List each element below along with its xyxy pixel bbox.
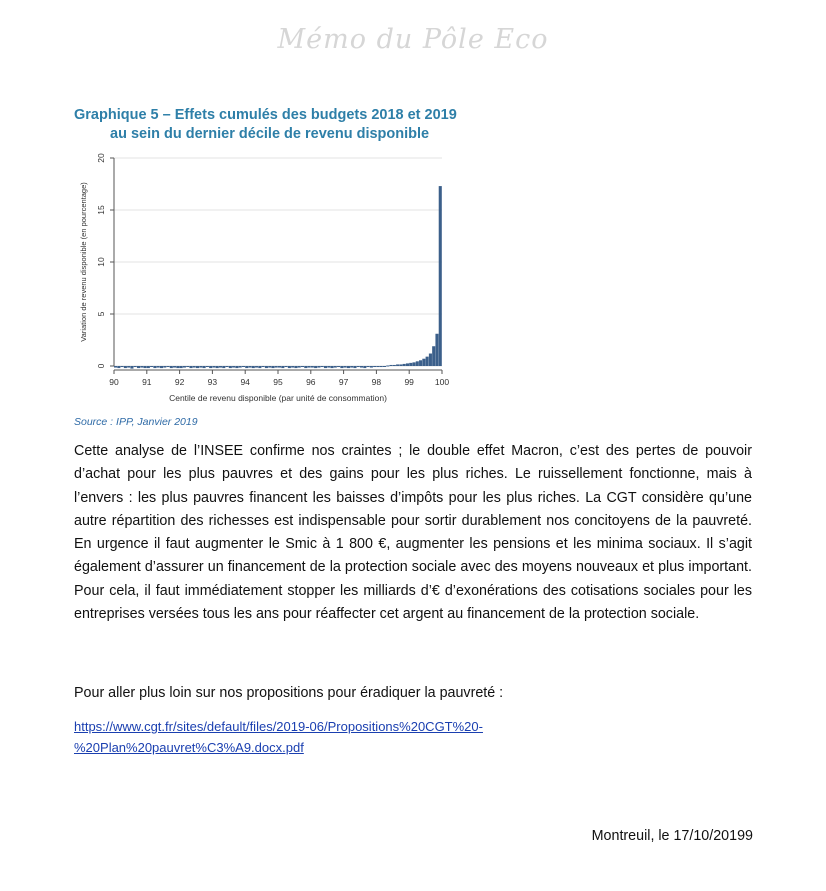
bar [226, 366, 229, 367]
bar [170, 366, 173, 368]
bar [203, 366, 206, 368]
bar [327, 366, 330, 368]
bar [114, 366, 117, 368]
x-tick-label: 95 [273, 377, 283, 387]
bar [235, 366, 238, 368]
bar [390, 365, 393, 366]
bar [429, 354, 432, 366]
bar [412, 362, 415, 366]
bar [117, 366, 120, 368]
bar [193, 366, 196, 368]
bar [317, 366, 320, 368]
bar [386, 365, 389, 366]
bar [144, 366, 147, 368]
bar [344, 366, 347, 368]
bar [229, 366, 232, 368]
bar [222, 366, 225, 368]
bar [268, 366, 271, 368]
bar [308, 366, 311, 368]
x-tick-label: 91 [142, 377, 152, 387]
y-tick-label: 15 [96, 205, 106, 215]
chart-title [74, 106, 464, 144]
bar [271, 366, 274, 368]
bar [370, 366, 373, 368]
bar [242, 366, 245, 367]
bar [298, 366, 301, 368]
bar [432, 346, 435, 366]
bar [373, 366, 376, 367]
bar [396, 364, 399, 366]
bar [176, 366, 179, 368]
bar [399, 364, 402, 366]
bar [403, 364, 406, 366]
bar [216, 366, 219, 368]
bar [173, 366, 176, 368]
bar [121, 366, 124, 367]
bar [422, 359, 425, 366]
bar [160, 366, 163, 368]
link-line-2[interactable]: %20Plan%20pauvret%C3%A9.docx.pdf [74, 740, 304, 755]
y-tick-label: 10 [96, 257, 106, 267]
bar [137, 366, 140, 368]
bar [281, 366, 284, 368]
chart-title-line-1: Graphique 5 – Effets cumulés des budgets 2018 et 2019 [74, 107, 457, 123]
bar [363, 366, 366, 368]
bar [376, 366, 379, 367]
bar [435, 334, 438, 366]
bar [265, 366, 268, 368]
bar [262, 366, 265, 367]
bar [439, 186, 442, 366]
x-tick-label: 90 [109, 377, 119, 387]
chart-title-line-2: au sein du dernier décile de revenu disponible [110, 126, 430, 142]
further-reading-text: Pour aller plus loin sur nos propositions pour éradiquer la pauvreté : [74, 685, 504, 701]
bar [330, 366, 333, 368]
bar [304, 366, 307, 368]
x-tick-label: 93 [207, 377, 218, 387]
bar [393, 365, 396, 366]
bar [239, 366, 242, 368]
bar [406, 363, 409, 366]
bar [212, 366, 215, 368]
bar [157, 366, 160, 368]
link-line-1[interactable]: https://www.cgt.fr/sites/default/files/2019-06/Propositions%20CGT%20- [74, 719, 483, 734]
bar [288, 366, 291, 368]
bar [285, 366, 288, 367]
bar [360, 366, 363, 368]
bar [278, 366, 281, 368]
bar [150, 366, 153, 367]
bar-chart [74, 148, 454, 410]
bar [275, 366, 278, 368]
x-tick-label: 98 [371, 377, 382, 387]
bar [340, 366, 343, 368]
bar [383, 366, 386, 367]
bar [324, 366, 327, 368]
bar [196, 366, 199, 368]
bar [367, 366, 370, 367]
bar [130, 366, 133, 369]
bar [357, 366, 360, 367]
bar [426, 357, 429, 366]
body-paragraph: Cette analyse de l’INSEE confirme nos craintes ; le double effet Macron, c’est des pertes de pouvoir d’achat pour les plus pauvres et des gains pour les plus riches. Le ruissellement fonctionne, mais à l’envers : les plus pauvres financent les baisses d’impôts pour les plus riches. La CGT considère qu’une autre répartition des richesses est indispensable pour sortir durablement nos concitoyens de la pauvreté. En urgence il faut augmenter le Smic à 1 800 €, augmenter les pensions et les minima sociaux. Il s’agit également d’assurer un financement de la protection sociale avec des moyens nouveaux et plus important. Pour cela, il faut immédiatement stopper les milliards d’€ d’exonérations des cotisations sociales pour les entreprises versées tous les ans pour réaffecter cet argent au financement de la protection sociale. [74, 443, 752, 623]
bar [416, 361, 419, 366]
bar [255, 366, 258, 368]
bar [409, 363, 412, 366]
x-tick-label: 92 [174, 377, 185, 387]
bar [134, 366, 137, 367]
bar [199, 366, 202, 368]
bar [252, 366, 255, 368]
bar [353, 366, 356, 368]
bar [124, 366, 127, 368]
bar [337, 366, 340, 367]
bar [258, 366, 261, 368]
bar [380, 366, 383, 367]
bar [153, 366, 156, 368]
bar [294, 366, 297, 368]
x-axis-label: Centile de revenu disponible (par unité de consommation) [169, 393, 387, 403]
y-axis-label: Variation de revenu disponible (en pourcentage) [79, 182, 88, 342]
bar [186, 366, 189, 367]
y-tick-label: 0 [96, 363, 106, 369]
bar [314, 366, 317, 368]
x-tick-label: 100 [434, 377, 450, 387]
bar [180, 366, 183, 368]
bar [245, 366, 248, 368]
x-tick-label: 96 [306, 377, 316, 387]
bar [419, 360, 422, 366]
bar [127, 366, 130, 368]
x-tick-label: 99 [404, 377, 414, 387]
bar [321, 366, 324, 367]
bar [189, 366, 192, 368]
bar [248, 366, 251, 368]
x-tick-label: 94 [240, 377, 250, 387]
bar [347, 366, 350, 368]
x-tick-label: 97 [338, 377, 349, 387]
bar [140, 366, 143, 368]
bar [183, 366, 186, 368]
signoff-date: Montreuil, le 17/10/20199 [591, 828, 753, 844]
bar [334, 366, 337, 368]
bar [219, 366, 222, 368]
bar [291, 366, 294, 368]
chart-source: Source : IPP, Janvier 2019 [74, 416, 198, 428]
y-tick-label: 20 [96, 153, 106, 163]
bar [301, 366, 304, 367]
bar [163, 366, 166, 368]
bar [206, 366, 209, 367]
bar [166, 366, 169, 367]
y-tick-label: 5 [96, 311, 106, 317]
propositions-link[interactable] [74, 716, 483, 758]
bar [232, 366, 235, 368]
bar [350, 366, 353, 368]
bar [147, 366, 150, 368]
bar [311, 366, 314, 368]
memo-header-watermark: Mémo du Pôle Eco [277, 24, 549, 55]
bar [209, 366, 212, 368]
